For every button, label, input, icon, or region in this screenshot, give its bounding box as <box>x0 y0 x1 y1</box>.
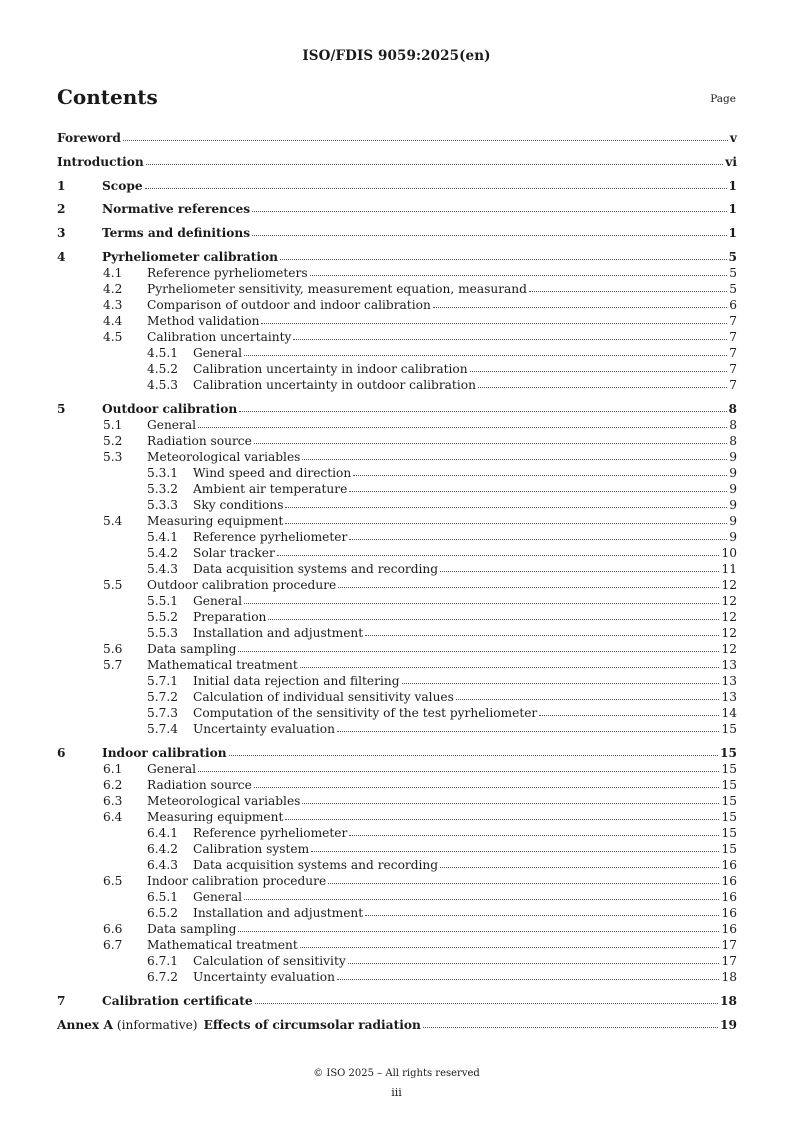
dot-leader <box>337 720 720 732</box>
toc-entry-page: 17 <box>721 938 737 952</box>
toc-entry-title: Wind speed and direction <box>193 466 352 480</box>
dot-leader <box>239 400 726 412</box>
dot-leader <box>529 280 727 292</box>
toc-entry-number: 5.4.2 <box>147 546 179 560</box>
toc-entry-number: 5.1 <box>103 418 123 432</box>
dot-leader <box>198 416 727 428</box>
toc-entry[interactable] <box>57 745 737 761</box>
toc-entry[interactable] <box>57 545 737 561</box>
dot-leader <box>300 936 720 948</box>
toc-entry-page: 10 <box>721 546 737 560</box>
toc-entry-title: Uncertainty evaluation <box>193 970 335 984</box>
dot-leader <box>440 560 719 572</box>
toc-entry[interactable] <box>57 993 737 1009</box>
toc-entry[interactable] <box>57 889 737 905</box>
toc-entry-page: 19 <box>720 1018 737 1032</box>
toc-entry-title: Pyrheliometer calibration <box>102 250 279 264</box>
toc-entry-number: 5.7.1 <box>147 674 179 688</box>
toc-entry-title: Outdoor calibration <box>102 402 238 416</box>
toc-entry[interactable] <box>57 377 737 393</box>
toc-entry-page: 18 <box>721 970 737 984</box>
dot-leader <box>229 744 718 756</box>
toc-entry-number: 3 <box>57 226 66 240</box>
toc-entry-page: 1 <box>728 179 737 193</box>
toc-entry[interactable] <box>57 345 737 361</box>
toc-entry-page: 12 <box>721 626 737 640</box>
dot-leader <box>328 872 719 884</box>
toc-entry-title: Data sampling <box>147 922 237 936</box>
dot-leader <box>478 376 727 388</box>
toc-entry-page: 12 <box>721 594 737 608</box>
toc-entry-number: 6.5 <box>103 874 123 888</box>
toc-entry-title: Data sampling <box>147 642 237 656</box>
toc-entry-annex-type: (informative) <box>116 1018 198 1032</box>
toc-entry[interactable] <box>57 841 737 857</box>
toc-entry-number: 5.3.3 <box>147 498 179 512</box>
toc-entry-title: Measuring equipment <box>147 514 284 528</box>
toc-entry[interactable] <box>57 329 737 345</box>
toc-entry[interactable] <box>57 673 737 689</box>
toc-entry-title: Mathematical treatment <box>147 658 298 672</box>
dot-leader <box>349 528 727 540</box>
toc-entry[interactable] <box>57 809 737 825</box>
toc-entry-page: 13 <box>721 674 737 688</box>
toc-entry[interactable] <box>57 433 737 449</box>
dot-leader <box>277 544 720 556</box>
toc-entry-page: 15 <box>721 810 737 824</box>
toc-entry[interactable] <box>57 201 737 217</box>
toc-entry[interactable] <box>57 1017 737 1033</box>
dot-leader <box>280 248 726 260</box>
toc-entry-title: Calculation of individual sensitivity values <box>193 690 454 704</box>
toc-entry-number: 4.3 <box>103 298 123 312</box>
toc-entry-title: Calibration uncertainty in indoor calibration <box>193 362 468 376</box>
toc-entry-page: 5 <box>729 266 737 280</box>
toc-entry-page: 12 <box>721 642 737 656</box>
toc-entry-page: v <box>729 131 737 145</box>
toc-entry-page: 9 <box>729 450 737 464</box>
toc-entry-number: 6.6 <box>103 922 123 936</box>
toc-entry-number: 4.5.1 <box>147 346 179 360</box>
toc-entry-title: Calculation of sensitivity <box>193 954 346 968</box>
toc-entry[interactable] <box>57 401 737 417</box>
toc-entry[interactable] <box>57 417 737 433</box>
dot-leader <box>423 1016 718 1028</box>
toc-entry-number: 6.5.1 <box>147 890 179 904</box>
toc-entry-page: 5 <box>729 282 737 296</box>
toc-entry-number: 6.2 <box>103 778 123 792</box>
dot-leader <box>353 464 727 476</box>
toc-entry-title: Reference pyrheliometer <box>193 826 348 840</box>
dot-leader <box>456 688 720 700</box>
dot-leader <box>254 432 727 444</box>
toc-entry-number: 5.7 <box>103 658 123 672</box>
dot-leader <box>349 480 727 492</box>
toc-entry-title: Solar tracker <box>193 546 275 560</box>
toc-entry-page: 13 <box>721 658 737 672</box>
toc-entry[interactable] <box>57 225 737 241</box>
toc-entry-title: Indoor calibration procedure <box>147 874 327 888</box>
toc-entry-title: Calibration certificate <box>102 994 253 1008</box>
toc-entry-title: Initial data rejection and filtering <box>193 674 400 688</box>
toc-entry-number: 4.1 <box>103 266 123 280</box>
toc-entry-number: 7 <box>57 994 66 1008</box>
toc-entry[interactable] <box>57 793 737 809</box>
toc-entry[interactable] <box>57 281 737 297</box>
dot-leader <box>252 224 726 236</box>
toc-entry-number: 5.5.3 <box>147 626 179 640</box>
toc-entry-number: 6.4 <box>103 810 123 824</box>
toc-entry-title: Installation and adjustment <box>193 906 364 920</box>
toc-entry-number: 5.5.2 <box>147 610 179 624</box>
toc-entry-title: Mathematical treatment <box>147 938 298 952</box>
dot-leader <box>338 576 719 588</box>
toc-entry-number: Annex A <box>57 1018 113 1032</box>
page-column-label: Page <box>710 93 736 105</box>
dot-leader <box>285 808 719 820</box>
toc-entry-number: 5.3 <box>103 450 123 464</box>
toc-entry-title: Sky conditions <box>193 498 284 512</box>
copyright-notice: © ISO 2025 – All rights reserved <box>313 1068 480 1079</box>
toc-entry[interactable] <box>57 689 737 705</box>
toc-entry-title: Calibration uncertainty <box>147 330 292 344</box>
toc-entry-page: 5 <box>728 250 737 264</box>
toc-entry[interactable] <box>57 513 737 529</box>
toc-entry-page: 8 <box>729 418 737 432</box>
toc-entry-title: Reference pyrheliometers <box>147 266 308 280</box>
toc-entry-title: Uncertainty evaluation <box>193 722 335 736</box>
toc-entry-title: Radiation source <box>147 434 252 448</box>
toc-entry-page: 15 <box>721 722 737 736</box>
toc-entry-title: Data acquisition systems and recording <box>193 562 439 576</box>
toc-entry-number: 4.5.3 <box>147 378 179 392</box>
toc-entry[interactable] <box>57 361 737 377</box>
toc-entry-title: General <box>193 346 242 360</box>
toc-entry-number: 5 <box>57 402 66 416</box>
toc-entry-title: Scope <box>102 179 143 193</box>
toc-entry-number: 5.7.2 <box>147 690 179 704</box>
toc-entry-number: 5.3.2 <box>147 482 179 496</box>
toc-entry-page: 7 <box>729 378 737 392</box>
toc-entry-title: Indoor calibration <box>102 746 227 760</box>
toc-entry[interactable] <box>57 705 737 721</box>
dot-leader <box>244 344 727 356</box>
toc-entry-title: Pyrheliometer sensitivity, measurement equation, measurand <box>147 282 527 296</box>
toc-entry-title: Normative references <box>102 202 251 216</box>
toc-entry[interactable] <box>57 969 737 985</box>
dot-leader <box>268 608 719 620</box>
toc-entry-title: General <box>193 594 242 608</box>
toc-entry-title: Introduction <box>57 155 144 169</box>
toc-entry[interactable] <box>57 641 737 657</box>
toc-entry-page: 16 <box>721 922 737 936</box>
dot-leader <box>285 496 727 508</box>
toc-entry-title: Reference pyrheliometer <box>193 530 348 544</box>
toc-entry[interactable] <box>57 905 737 921</box>
toc-entry-title: Ambient air temperature <box>193 482 348 496</box>
toc-entry-title: Comparison of outdoor and indoor calibration <box>147 298 431 312</box>
toc-entry[interactable] <box>57 529 737 545</box>
toc-entry-title: Meteorological variables <box>147 794 301 808</box>
toc-entry-title: Radiation source <box>147 778 252 792</box>
toc-entry-number: 6.5.2 <box>147 906 179 920</box>
toc-entry-title: General <box>147 418 196 432</box>
toc-entry-number: 6.7.2 <box>147 970 179 984</box>
toc-entry-title: Computation of the sensitivity of the test pyrheliometer <box>193 706 538 720</box>
toc-entry-page: 1 <box>728 226 737 240</box>
dot-leader <box>285 512 727 524</box>
toc-entry-title: Foreword <box>57 131 121 145</box>
toc-entry-number: 5.6 <box>103 642 123 656</box>
toc-entry-title: Calibration system <box>193 842 310 856</box>
dot-leader <box>349 824 719 836</box>
toc-entry[interactable] <box>57 921 737 937</box>
toc-entry-number: 4.5.2 <box>147 362 179 376</box>
toc-entry[interactable] <box>57 825 737 841</box>
toc-entry-number: 6.4.1 <box>147 826 179 840</box>
dot-leader <box>123 129 728 141</box>
toc-entry-page: vi <box>725 155 737 169</box>
toc-entry-page: 16 <box>721 858 737 872</box>
toc-entry[interactable] <box>57 130 737 146</box>
toc-entry[interactable] <box>57 953 737 969</box>
toc-entry-title: Installation and adjustment <box>193 626 364 640</box>
toc-entry-title: General <box>193 890 242 904</box>
toc-entry[interactable] <box>57 857 737 873</box>
toc-entry[interactable] <box>57 609 737 625</box>
toc-entry-page: 9 <box>729 530 737 544</box>
dot-leader <box>244 888 719 900</box>
toc-entry-number: 6.3 <box>103 794 123 808</box>
toc-entry-number: 5.7.4 <box>147 722 179 736</box>
toc-entry[interactable] <box>57 497 737 513</box>
dot-leader <box>302 448 727 460</box>
dot-leader <box>365 904 719 916</box>
toc-entry-title: Meteorological variables <box>147 450 301 464</box>
dot-leader <box>255 992 718 1004</box>
toc-entry-number: 4 <box>57 250 66 264</box>
toc-entry-page: 6 <box>729 298 737 312</box>
toc-entry[interactable] <box>57 178 737 194</box>
toc-entry-page: 7 <box>729 314 737 328</box>
toc-entry-page: 15 <box>721 762 737 776</box>
toc-entry-page: 16 <box>721 874 737 888</box>
dot-leader <box>238 640 719 652</box>
toc-entry[interactable] <box>57 297 737 313</box>
dot-leader <box>365 624 719 636</box>
toc-entry[interactable] <box>57 313 737 329</box>
dot-leader <box>539 704 719 716</box>
toc-entry-number: 5.3.1 <box>147 466 179 480</box>
dot-leader <box>311 840 719 852</box>
toc-entry-title: Effects of circumsolar radiation <box>203 1018 421 1032</box>
toc-entry-number: 5.5.1 <box>147 594 179 608</box>
toc-entry-page: 12 <box>721 578 737 592</box>
dot-leader <box>402 672 720 684</box>
toc-entry-number: 5.4.3 <box>147 562 179 576</box>
dot-leader <box>293 328 727 340</box>
toc-entry-page: 12 <box>721 610 737 624</box>
toc-entry[interactable] <box>57 657 737 673</box>
toc-entry-title: Calibration uncertainty in outdoor calibration <box>193 378 476 392</box>
toc-entry[interactable] <box>57 481 737 497</box>
toc-entry-title: Method validation <box>147 314 260 328</box>
toc-entry-page: 9 <box>729 498 737 512</box>
toc-entry-page: 15 <box>721 778 737 792</box>
toc-entry-page: 7 <box>729 330 737 344</box>
dot-leader <box>198 760 719 772</box>
dot-leader <box>254 776 720 788</box>
toc-entry-page: 11 <box>721 562 737 576</box>
dot-leader <box>238 920 719 932</box>
toc-entry[interactable] <box>57 465 737 481</box>
toc-entry-number: 2 <box>57 202 66 216</box>
toc-entry-number: 1 <box>57 179 66 193</box>
toc-entry-page: 13 <box>721 690 737 704</box>
dot-leader <box>300 656 720 668</box>
dot-leader <box>302 792 719 804</box>
toc-entry[interactable] <box>57 873 737 889</box>
document-header: ISO/FDIS 9059:2025(en) <box>302 48 491 64</box>
toc-entry-page: 15 <box>721 842 737 856</box>
toc-entry-number: 5.4 <box>103 514 123 528</box>
dot-leader <box>145 177 727 189</box>
toc-entry-page: 16 <box>721 906 737 920</box>
toc-entry[interactable] <box>57 625 737 641</box>
toc-entry-title: Data acquisition systems and recording <box>193 858 439 872</box>
page-title: Contents <box>57 85 158 109</box>
toc-entry[interactable] <box>57 777 737 793</box>
dot-leader <box>337 968 720 980</box>
page-number: iii <box>391 1086 402 1099</box>
dot-leader <box>244 592 719 604</box>
toc-entry-page: 15 <box>720 746 737 760</box>
toc-entry-number: 5.5 <box>103 578 123 592</box>
toc-entry-number: 5.4.1 <box>147 530 179 544</box>
toc-entry-page: 8 <box>728 402 737 416</box>
toc-entry-page: 17 <box>721 954 737 968</box>
toc-entry[interactable] <box>57 154 737 170</box>
toc-entry-page: 15 <box>721 826 737 840</box>
dot-leader <box>310 264 728 276</box>
toc-entry-page: 18 <box>720 994 737 1008</box>
toc-entry-title: Measuring equipment <box>147 810 284 824</box>
toc-entry[interactable] <box>57 721 737 737</box>
toc-entry-number: 4.4 <box>103 314 123 328</box>
toc-entry-number: 5.7.3 <box>147 706 179 720</box>
toc-entry-page: 15 <box>721 794 737 808</box>
toc-entry-number: 5.2 <box>103 434 123 448</box>
toc-entry[interactable] <box>57 761 737 777</box>
dot-leader <box>252 200 726 212</box>
toc-entry[interactable] <box>57 265 737 281</box>
toc-entry-title: Preparation <box>193 610 267 624</box>
toc-entry-page: 16 <box>721 890 737 904</box>
toc-entry-page: 7 <box>729 346 737 360</box>
toc-entry-number: 6.7.1 <box>147 954 179 968</box>
toc-entry-number: 4.5 <box>103 330 123 344</box>
toc-entry-number: 6.1 <box>103 762 123 776</box>
toc-entry-page: 7 <box>729 362 737 376</box>
toc-entry-page: 9 <box>729 466 737 480</box>
dot-leader <box>440 856 719 868</box>
dot-leader <box>261 312 727 324</box>
toc-entry-number: 6.7 <box>103 938 123 952</box>
toc-entry[interactable] <box>57 249 737 265</box>
toc-entry-title: Outdoor calibration procedure <box>147 578 337 592</box>
toc-entry-number: 4.2 <box>103 282 123 296</box>
dot-leader <box>433 296 727 308</box>
toc-entry-title: General <box>147 762 196 776</box>
toc-entry-page: 1 <box>728 202 737 216</box>
toc-entry[interactable] <box>57 937 737 953</box>
toc-entry-number: 6.4.2 <box>147 842 179 856</box>
toc-entry-page: 8 <box>729 434 737 448</box>
toc-entry[interactable] <box>57 577 737 593</box>
toc-entry-page: 14 <box>721 706 737 720</box>
toc-entry-page: 9 <box>729 514 737 528</box>
toc-entry[interactable] <box>57 449 737 465</box>
toc-entry-page: 9 <box>729 482 737 496</box>
dot-leader <box>348 952 720 964</box>
dot-leader <box>470 360 728 372</box>
toc-entry-title: Terms and definitions <box>102 226 251 240</box>
toc-entry-number: 6 <box>57 746 66 760</box>
toc-entry[interactable] <box>57 593 737 609</box>
toc-entry[interactable] <box>57 561 737 577</box>
toc-entry-number: 6.4.3 <box>147 858 179 872</box>
dot-leader <box>146 153 723 165</box>
